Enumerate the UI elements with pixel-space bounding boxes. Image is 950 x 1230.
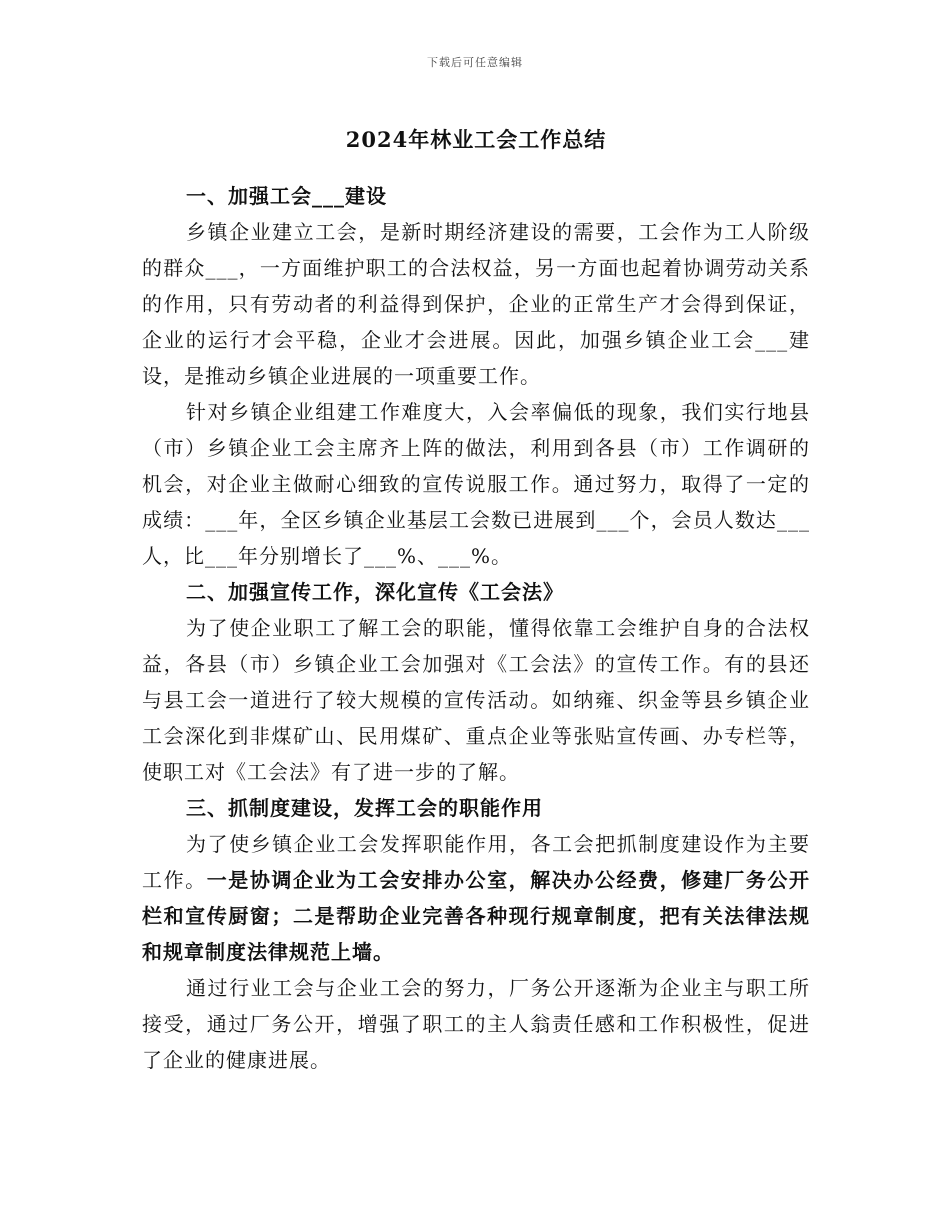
paragraph: 通过行业工会与企业工会的努力，厂务公开逐渐为企业主与职工所接受，通过厂务公开，增强了职工的主人翁责任感和工作积极性，促进了企业的健康进展。 — [142, 976, 810, 1072]
section-heading: 二、加强宣传工作，深化宣传《工会法》 — [186, 580, 564, 604]
section-3 — [142, 790, 810, 1078]
paragraph: 为了使企业职工了解工会的职能，懂得依靠工会维护自身的合法权益，各县（市）乡镇企业工会加强对《工会法》的宣传工作。有的县还与县工会一道进行了较大规模的宣传活动。如纳雍、织金等县乡镇企业工会深化到非煤矿山、民用煤矿、重点企业等张贴宣传画、办专栏等，使职工对《工会法》有了进一步的了解。 — [142, 616, 810, 784]
header-note: 下载后可任意编辑 — [427, 56, 523, 69]
document-title: 2024年林业工会工作总结 — [345, 127, 607, 152]
section-heading: 一、加强工会___建设 — [186, 184, 387, 208]
paragraph-bold-text: 一是协调企业为工会安排办公室，解决办公经费，修建厂务公开栏和宣传厨窗；二是帮助企业完善各种现行规章制度，把有关法律法规和规章制度法律规范上墙。 — [142, 868, 811, 964]
section-2 — [142, 574, 810, 790]
paragraph: 乡镇企业建立工会，是新时期经济建设的需要，工会作为工人阶级的群众___，一方面维护职工的合法权益，另一方面也起着协调劳动关系的作用，只有劳动者的利益得到保护，企业的正常生产才会得到保证，企业的运行才会平稳，企业才会进展。因此，加强乡镇企业工会___建设，是推动乡镇企业进展的一项重要工作。 — [142, 220, 810, 388]
section-1 — [142, 178, 810, 574]
paragraph — [142, 826, 810, 970]
paragraph-plain-text: 为了使乡镇企业工会发挥职能作用，各工会把抓制度建设作为主要工作。 — [142, 832, 810, 892]
document-body — [142, 120, 810, 1078]
paragraph: 针对乡镇企业组建工作难度大，入会率偏低的现象，我们实行地县（市）乡镇企业工会主席齐上阵的做法，利用到各县（市）工作调研的机会，对企业主做耐心细致的宣传说服工作。通过努力，取得了一定的成绩：___年，全区乡镇企业基层工会数已进展到___个，会员人数达___人，比___年分别增长了___%、___%。 — [142, 400, 810, 568]
section-heading: 三、抓制度建设，发挥工会的职能作用 — [186, 796, 543, 820]
